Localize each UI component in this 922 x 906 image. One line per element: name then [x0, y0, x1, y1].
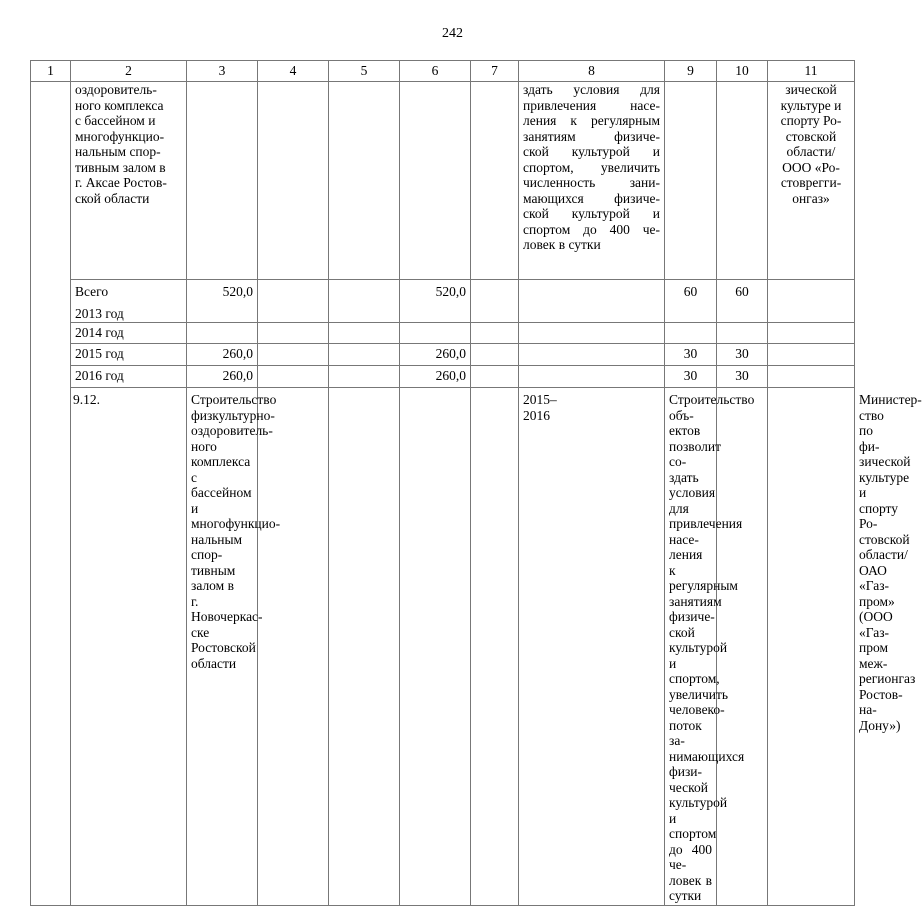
cell: [400, 82, 471, 280]
cell: [187, 82, 258, 280]
cell: [717, 82, 768, 280]
text-line: здать условия для: [523, 82, 660, 97]
period-cell: [519, 388, 665, 906]
header-cell: 3: [187, 61, 258, 82]
year-label-cell: 2014 год: [71, 323, 187, 344]
cell: [400, 323, 471, 344]
text-line: многофункцио-: [191, 516, 281, 531]
cell: [768, 366, 855, 388]
amount-cell: 260,0: [187, 344, 258, 366]
text-line: спортом, увеличить: [669, 671, 729, 702]
year-label-cell: 2015 год: [71, 344, 187, 366]
text-line: Строительство: [191, 392, 277, 407]
cell: [768, 280, 855, 323]
expected-result-cell: [519, 82, 665, 280]
text-line: физкультурно-: [191, 407, 275, 423]
header-row: [31, 61, 855, 82]
cell: [329, 82, 400, 280]
table-row-item: 9.12. Строительство физкультурно- оздоровитель- ного комплекса с бассейном и многофункцио- нальным спор- тивным залом в г. Новочеркас- ске Ростовской области 2015– 2016 Строительство объ- ектов позволит со- здать условия для привлечения насе- ления к регулярным занятиям физиче- ской культурой и спортом, увеличить человеко-поток за- нимающихся физи- ческой культурой и спортом до 400 че- ловек в сутки Министер- ство по фи- зической культуре и спорту Ро- стовской области/ ОАО «Газ- пром» (ООО «Газ- пром меж- регионгаз Ростов-на- Дону»): [31, 388, 855, 906]
text-line: ске Ростовской: [191, 624, 256, 655]
text-line: ектов позволит со-: [669, 423, 722, 469]
text-line: с бассейном и: [75, 113, 156, 128]
cell: [329, 344, 400, 366]
table-row-year: [31, 344, 855, 366]
cell: [768, 388, 855, 906]
amount-cell: 260,0: [400, 344, 471, 366]
header-cell: 11: [768, 61, 855, 82]
amount-cell: 520,0: [400, 280, 471, 323]
table-row-year: [31, 366, 855, 388]
text-line: человеко-поток за-: [669, 702, 725, 748]
amount-cell: 260,0: [187, 366, 258, 388]
text-line: ской культурой и: [523, 144, 660, 159]
cell: [258, 388, 329, 906]
header-cell: 10: [717, 61, 768, 82]
count-cell: 30: [665, 344, 717, 366]
cell: [258, 323, 329, 344]
text-line: ного комплекса: [191, 438, 251, 469]
text-line: спортом до 400 че-: [523, 221, 660, 237]
text-line: численность зани-: [523, 175, 660, 190]
text-line: г. Новочеркас-: [191, 593, 263, 624]
text-line: 2016: [523, 407, 550, 423]
page-number: 242: [442, 26, 463, 41]
cell: [471, 280, 519, 323]
text-line: нальным спор-: [191, 531, 243, 562]
project-name-cell: [71, 82, 187, 280]
text-line: тивным залом в: [75, 159, 166, 175]
cell: [258, 280, 329, 323]
header-cell: 2: [71, 61, 187, 82]
cell: [768, 344, 855, 366]
row-number-cell: 9.12.: [71, 388, 187, 906]
text-line: ловек в сутки: [523, 237, 601, 252]
text-line: ской культурой и: [523, 206, 660, 221]
text-line: ООО «Ро-: [782, 159, 840, 175]
cell: [519, 280, 665, 323]
expected-result-cell: [665, 388, 755, 906]
text-line: области: [191, 655, 237, 671]
text-line: области/: [786, 144, 836, 159]
cell: [329, 323, 400, 344]
cell: [258, 82, 329, 280]
table-row-continued: [31, 82, 855, 280]
cell: [329, 280, 400, 323]
text-line: зической: [785, 82, 837, 97]
count-cell: 30: [665, 366, 717, 388]
header-cell: 5: [329, 61, 400, 82]
text-line: ской области: [75, 190, 150, 206]
cell: [471, 82, 519, 280]
project-name-cell: [187, 388, 281, 906]
text-line: ного комплекса: [75, 97, 164, 113]
amount-cell: 260,0: [400, 366, 471, 388]
cell: [665, 82, 717, 280]
cell: [768, 323, 855, 344]
cell: [471, 323, 519, 344]
cell: [471, 366, 519, 388]
cell: [258, 344, 329, 366]
program-table: [30, 60, 922, 906]
amount-cell: 520,0: [187, 280, 258, 323]
text-line: с бассейном и: [191, 469, 252, 516]
table-row-total: [31, 280, 855, 323]
text-line: ловек в сутки: [669, 872, 712, 903]
cell: [329, 366, 400, 388]
text-line: оздоровитель-: [75, 82, 157, 97]
cell: [400, 388, 471, 906]
header-cell: 6: [400, 61, 471, 82]
text-line: многофункцио-: [75, 128, 165, 144]
cell: [329, 388, 400, 906]
text-line: спортом до 400 че-: [669, 826, 717, 872]
text-line: стовской: [785, 128, 837, 144]
total-label: Всего: [75, 284, 109, 299]
cell: [471, 344, 519, 366]
count-cell: 30: [717, 344, 768, 366]
text-line: здать условия для: [669, 469, 716, 516]
header-cell: 9: [665, 61, 717, 82]
text-line: занятиям физиче-: [523, 128, 660, 144]
text-line: 2015–: [523, 392, 557, 407]
text-line: нальным спор-: [75, 144, 161, 159]
count-cell: 60: [665, 280, 717, 323]
header-cell: 8: [519, 61, 665, 82]
executor-cell: [768, 82, 855, 280]
text-line: спорту Ро-: [780, 113, 842, 128]
cell: [258, 366, 329, 388]
text-line: ческой культурой и: [669, 779, 728, 826]
year-label-cell: [71, 280, 187, 323]
count-cell: 30: [717, 366, 768, 388]
text-line: ления к регулярным: [523, 113, 660, 128]
header-cell: 4: [258, 61, 329, 82]
text-line: ской культурой и: [669, 624, 728, 671]
text-line: тивным залом в: [191, 562, 236, 593]
text-line: привлечения насе-: [523, 97, 660, 113]
cell: [471, 388, 519, 906]
row-number-cell: [31, 82, 71, 906]
text-line: онгаз»: [792, 190, 830, 206]
cell: [519, 344, 665, 366]
year-label-cell: 2016 год: [71, 366, 187, 388]
table-row-year: [31, 323, 855, 344]
text-line: Строительство объ-: [669, 392, 755, 423]
text-line: оздоровитель-: [191, 423, 273, 438]
text-line: культуре и: [780, 97, 842, 113]
text-line: нимающихся физи-: [669, 748, 745, 779]
year-label: 2013 год: [75, 305, 124, 321]
cell: [519, 323, 665, 344]
cell: [187, 323, 258, 344]
text-line: ления к регулярным: [669, 547, 738, 593]
text-line: г. Аксае Ростов-: [75, 175, 167, 190]
cell: [519, 366, 665, 388]
header-cell: 1: [31, 61, 71, 82]
count-cell: 60: [717, 280, 768, 323]
header-cell: 7: [471, 61, 519, 82]
text-line: привлечения насе-: [669, 516, 743, 547]
cell: [665, 323, 717, 344]
text-line: мающихся физиче-: [523, 190, 660, 206]
text-line: занятиям физиче-: [669, 593, 722, 624]
text-line: спортом, увеличить: [523, 159, 660, 175]
cell: [717, 323, 768, 344]
text-line: стоврегги-: [780, 175, 842, 190]
